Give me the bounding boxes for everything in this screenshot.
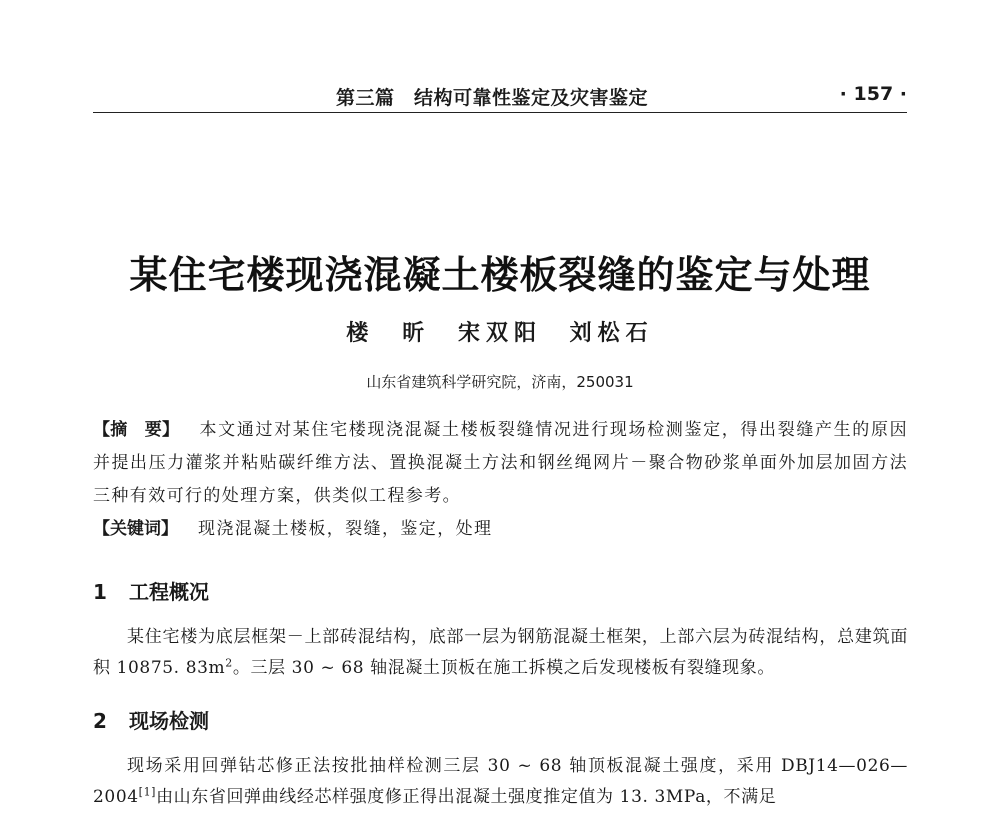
section-heading (93, 576, 209, 605)
abstract-label: 【摘 要】 (93, 420, 180, 440)
paragraph-text: 某住宅楼为底层框架－上部砖混结构，底部一层为钢筋混凝土框架，上部六层为砖混结构，总建筑面积 10875. 83m (93, 627, 908, 678)
section-title: 现场检测 (129, 709, 209, 733)
section-heading (93, 705, 209, 734)
section-number: 1 (93, 580, 107, 604)
page-number: · 157 · (839, 83, 907, 105)
keywords (93, 513, 908, 546)
paragraph-text: 。三层 30 ~ 68 轴混凝土顶板在施工拆模之后发现楼板有裂缝现象。 (232, 658, 775, 678)
article-title: 某住宅楼现浇混凝土楼板裂缝的鉴定与处理 (129, 253, 871, 297)
affiliation: 山东省建筑科学研究院，济南，250031 (366, 373, 634, 391)
paragraph-text: 现场采用回弹钻芯修正法按批抽样检测三层 30 ~ 68 轴顶板混凝土强度，采用 DBJ14—026—2004 (93, 756, 908, 807)
abstract-text: 本文通过对某住宅楼现浇混凝土楼板裂缝情况进行现场检测鉴定，得出裂缝产生的原因并提出压力灌浆并粘贴碳纤维方法、置换混凝土方法和钢丝绳网片－聚合物砂浆单面外加层加固方法三种有效可行的处理方案，供类似工程参考。 (93, 420, 909, 506)
section-number: 2 (93, 709, 107, 733)
keywords-label: 【关键词】 (93, 519, 178, 539)
running-header (93, 80, 907, 113)
abstract (93, 414, 908, 513)
section-title: 工程概况 (129, 580, 209, 604)
section-paragraph (93, 751, 908, 813)
citation-marker: [1] (138, 785, 157, 799)
author: 刘松石 (569, 320, 654, 346)
author-list (0, 316, 1000, 347)
author: 宋双阳 (457, 320, 542, 346)
paragraph-text: 由山东省回弹曲线经芯样强度修正得出混凝土强度推定值为 13. 3MPa，不满足 (156, 787, 777, 807)
keywords-text: 现浇混凝土楼板，裂缝，鉴定，处理 (198, 519, 493, 539)
running-title: 第三篇 结构可靠性鉴定及灾害鉴定 (336, 87, 649, 109)
superscript: 2 (225, 656, 233, 670)
author: 楼 昕 (346, 320, 431, 346)
section-paragraph (93, 622, 908, 684)
